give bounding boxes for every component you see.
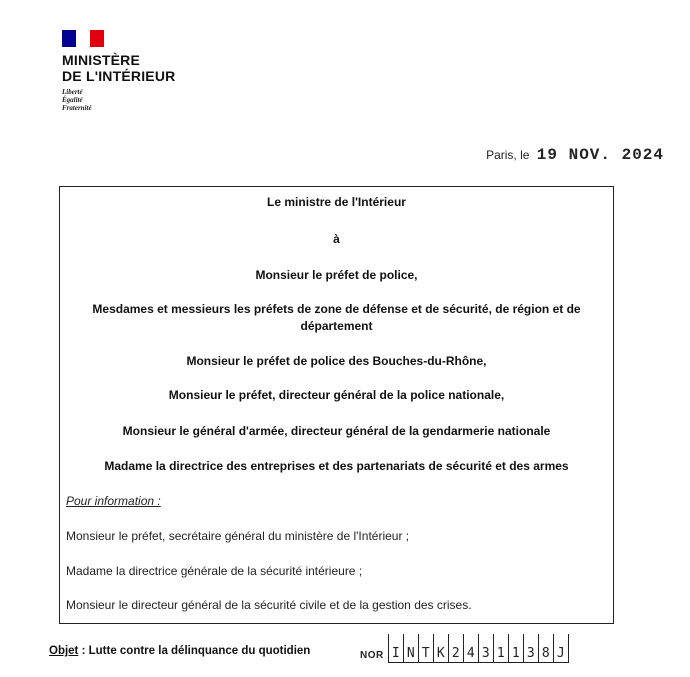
nor-boxes (388, 634, 569, 663)
info-recipient-2: Madame la directrice générale de la sécurité intérieure ; (66, 564, 363, 578)
nor-char: 2 (448, 634, 463, 662)
nor-char: 1 (508, 634, 523, 662)
info-label: Pour information : (66, 494, 161, 508)
subject-label: Objet (49, 645, 79, 657)
ministry-name-line2: DE L'INTÉRIEUR (62, 68, 176, 84)
recipient-2: Mesdames et messieurs les préfets de zone de défense et de sécurité, de région et de département (92, 302, 581, 333)
motto-egalite: Égalité (62, 96, 83, 104)
subject-line (49, 645, 310, 657)
nor-char: N (403, 634, 418, 662)
date-stamp: 19 NOV. 2024 (536, 146, 664, 164)
info-recipient-1: Monsieur le préfet, secrétaire général du ministère de l'Intérieur ; (66, 529, 410, 543)
nor-char: 8 (538, 634, 553, 662)
nor-char: 1 (493, 634, 508, 662)
date-line (486, 146, 664, 164)
date-prefix: Paris, le (486, 148, 530, 162)
nor-char: K (433, 634, 448, 662)
nor-reference (360, 634, 569, 663)
nor-char: 3 (478, 634, 493, 662)
recipient-6: Madame la directrice des entreprises et des partenariats de sécurité et des armes (104, 459, 569, 473)
marianne-flag-icon (62, 30, 104, 47)
subject-text: : Lutte contre la délinquance du quotidien (78, 645, 311, 657)
nor-char: 3 (523, 634, 538, 662)
addressee-box (59, 186, 614, 624)
nor-char: I (388, 634, 403, 662)
to-word: à (333, 232, 340, 246)
recipient-1: Monsieur le préfet de police, (255, 268, 418, 282)
info-recipient-3: Monsieur le directeur général de la sécurité civile et de la gestion des crises. (66, 598, 472, 612)
ministry-name (62, 52, 175, 84)
ministry-name-line1: MINISTÈRE (62, 52, 141, 68)
motto (62, 88, 175, 112)
motto-fraternite: Fraternité (62, 104, 92, 112)
recipient-4: Monsieur le préfet, directeur général de la police nationale, (168, 388, 505, 402)
recipient-5: Monsieur le général d'armée, directeur général de la gendarmerie nationale (122, 424, 551, 438)
motto-liberte: Liberté (62, 88, 83, 96)
nor-label: NOR (360, 650, 384, 661)
sender: Le ministre de l'Intérieur (267, 195, 406, 209)
nor-char: J (553, 634, 569, 662)
nor-char: T (418, 634, 433, 662)
recipient-3: Monsieur le préfet de police des Bouches-du-Rhône, (186, 354, 487, 368)
nor-char: 4 (463, 634, 478, 662)
ministry-logo (62, 30, 175, 112)
